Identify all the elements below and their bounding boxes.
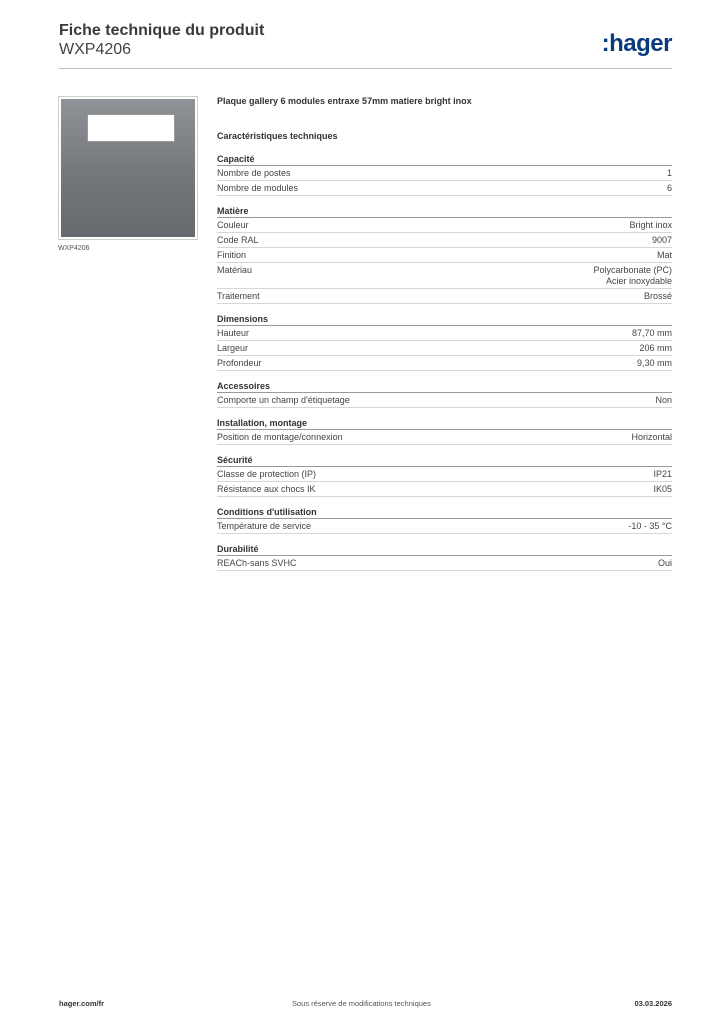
spec-row <box>217 467 672 482</box>
spec-label: Nombre de modules <box>217 183 299 193</box>
product-image <box>58 96 198 240</box>
spec-row <box>217 233 672 248</box>
footer-website: hager.com/fr <box>59 999 105 1008</box>
spec-section <box>217 418 672 445</box>
spec-value <box>631 432 672 443</box>
section-title: Durabilité <box>217 544 672 556</box>
spec-value-line: Bright inox <box>629 220 672 230</box>
spec-value <box>637 358 672 369</box>
spec-row <box>217 289 672 304</box>
spec-value-line: Polycarbonate (PC) <box>593 265 672 275</box>
footer-disclaimer: Sous réserve de modifications techniques <box>292 999 431 1008</box>
section-title: Dimensions <box>217 314 672 326</box>
product-name: Plaque gallery 6 modules entraxe 57mm matiere bright inox <box>217 96 472 106</box>
spec-section <box>217 544 672 571</box>
spec-value-line: Acier inoxydable <box>605 276 672 286</box>
spec-value <box>658 558 672 569</box>
spec-label: Matériau <box>217 265 253 275</box>
spec-value-line: 206 mm <box>639 343 672 353</box>
section-title: Matière <box>217 206 672 218</box>
spec-row <box>217 430 672 445</box>
page-header <box>59 21 672 59</box>
spec-row <box>217 326 672 341</box>
spec-value <box>657 250 672 261</box>
spec-value-line: Oui <box>657 558 672 568</box>
header-divider <box>59 68 672 69</box>
image-caption: WXP4206 <box>58 245 90 252</box>
spec-label: Température de service <box>217 521 312 531</box>
spec-row <box>217 482 672 497</box>
spec-value-line: IP21 <box>653 469 672 479</box>
spec-value-line: 87,70 mm <box>631 328 672 338</box>
section-title: Capacité <box>217 154 672 166</box>
spec-label: Résistance aux chocs IK <box>217 484 316 494</box>
spec-value-line: Mat <box>656 250 672 260</box>
spec-section <box>217 154 672 196</box>
spec-label: Profondeur <box>217 358 262 368</box>
spec-label: Comporte un champ d'étiquetage <box>217 395 350 405</box>
spec-value <box>632 328 672 339</box>
page-title: Fiche technique du produit <box>59 22 265 39</box>
spec-label: Position de montage/connexion <box>217 432 343 442</box>
spec-section <box>217 314 672 371</box>
spec-label: REACh-sans SVHC <box>217 558 297 568</box>
spec-row <box>217 556 672 571</box>
plate-illustration <box>61 99 195 237</box>
spec-value <box>652 235 672 246</box>
spec-value <box>629 220 672 231</box>
spec-value-line: Horizontal <box>631 432 672 442</box>
spec-value <box>653 484 672 495</box>
spec-content <box>217 96 672 581</box>
spec-value-line: Brossé <box>643 291 672 301</box>
spec-row <box>217 248 672 263</box>
spec-row <box>217 218 672 233</box>
spec-value-line: 9,30 mm <box>636 358 672 368</box>
spec-row <box>217 356 672 371</box>
footer-date: 03.03.2026 <box>634 999 672 1008</box>
spec-row <box>217 263 672 289</box>
spec-label: Largeur <box>217 343 249 353</box>
spec-value <box>655 395 672 406</box>
spec-value-line: IK05 <box>653 484 672 494</box>
spec-value <box>653 469 672 480</box>
spec-value-line: -10 - 35 °C <box>628 521 672 531</box>
spec-label: Classe de protection (IP) <box>217 469 317 479</box>
spec-row <box>217 181 672 196</box>
spec-label: Traitement <box>217 291 260 301</box>
plate-opening <box>87 114 175 142</box>
spec-row <box>217 519 672 534</box>
spec-section <box>217 455 672 497</box>
spec-value <box>667 183 672 194</box>
spec-value <box>667 168 672 179</box>
spec-value <box>639 343 672 354</box>
spec-section <box>217 206 672 304</box>
spec-label: Couleur <box>217 220 249 230</box>
hager-logo: :hager <box>601 30 672 57</box>
spec-row <box>217 341 672 356</box>
tech-characteristics-title: Caractéristiques techniques <box>217 131 338 141</box>
section-title: Installation, montage <box>217 418 672 430</box>
spec-row <box>217 166 672 181</box>
spec-label: Code RAL <box>217 235 259 245</box>
spec-value <box>644 291 672 302</box>
spec-label: Hauteur <box>217 328 250 338</box>
spec-section <box>217 381 672 408</box>
spec-label: Finition <box>217 250 247 260</box>
spec-value-line: 9007 <box>651 235 672 245</box>
spec-value-line: 1 <box>666 168 672 178</box>
product-reference: WXP4206 <box>59 41 132 58</box>
section-title: Conditions d'utilisation <box>217 507 672 519</box>
spec-section <box>217 507 672 534</box>
spec-sections <box>217 154 672 571</box>
section-title: Sécurité <box>217 455 672 467</box>
section-title: Accessoires <box>217 381 672 393</box>
spec-value-line: 6 <box>666 183 672 193</box>
spec-value <box>628 521 672 532</box>
spec-label: Nombre de postes <box>217 168 291 178</box>
spec-value <box>593 265 672 287</box>
spec-value-line: Non <box>655 395 672 405</box>
spec-row <box>217 393 672 408</box>
